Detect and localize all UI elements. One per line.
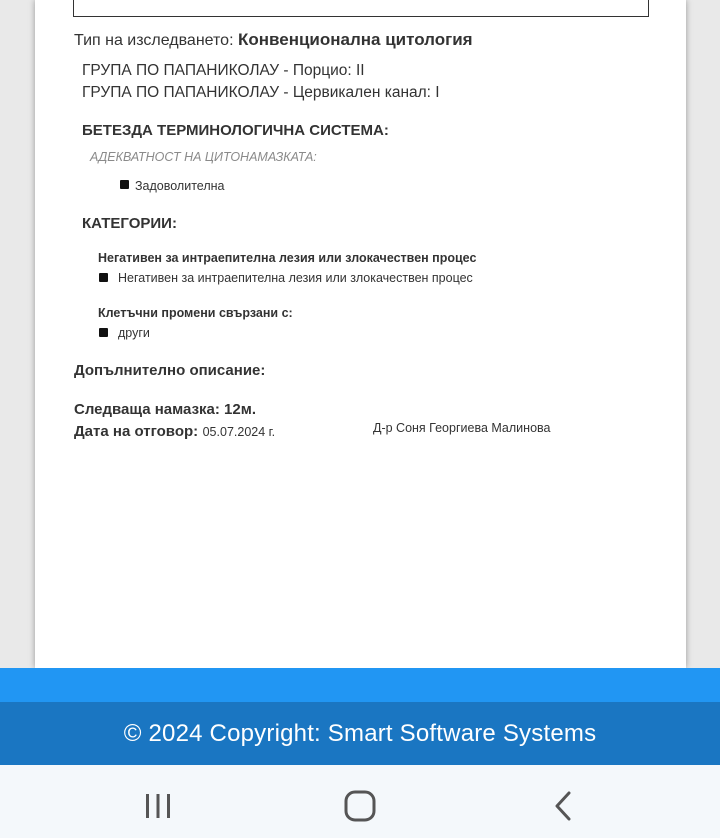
system-navigation-bar — [0, 765, 720, 838]
home-button[interactable] — [315, 765, 405, 838]
bullet-square-icon — [99, 328, 108, 337]
recent-apps-icon — [143, 792, 173, 820]
adequacy-value: Задоволителна — [135, 179, 225, 193]
next-smear: Следваща намазка: 12м. — [74, 401, 256, 418]
pap-group-portio: ГРУПА ПО ПАПАНИКОЛАУ - Порцио: II — [82, 62, 365, 79]
categories-title: КАТЕГОРИИ: — [82, 215, 177, 232]
category1-item: Негативен за интраепителна лезия или злокачествен процес — [118, 271, 473, 285]
exam-type-row — [74, 30, 473, 50]
doctor-name: Д-р Соня Георгиева Малинова — [373, 421, 551, 435]
footer-top-band — [0, 668, 720, 702]
additional-description-label: Допълнително описание: — [74, 362, 266, 379]
pap-group-cervical: ГРУПА ПО ПАПАНИКОЛАУ - Цервикален канал: I — [82, 84, 440, 101]
category2-title: Клетъчни промени свързани с: — [98, 306, 293, 320]
home-icon — [343, 789, 377, 823]
back-icon — [551, 790, 575, 822]
adequacy-label: АДЕКВАТНОСТ НА ЦИТОНАМАЗКАТА: — [90, 150, 317, 164]
previous-section-box — [73, 0, 649, 17]
copyright-text: © 2024 Copyright: Smart Software Systems — [123, 719, 597, 747]
back-button[interactable] — [517, 765, 607, 838]
answer-date-label: Дата на отговор: — [74, 423, 199, 440]
category1-title: Негативен за интраепителна лезия или злокачествен процес — [98, 251, 477, 265]
exam-type-value: Конвенционална цитология — [237, 30, 473, 49]
answer-date-value: 05.07.2024 г. — [202, 425, 276, 439]
footer — [0, 702, 720, 765]
bethesda-title: БЕТЕЗДА ТЕРМИНОЛОГИЧНА СИСТЕМА: — [82, 122, 389, 139]
report-page — [35, 0, 686, 668]
exam-type-label: Тип на изследването: — [74, 32, 234, 49]
bullet-square-icon — [120, 180, 129, 189]
bullet-square-icon — [99, 273, 108, 282]
answer-date-row — [74, 423, 275, 441]
recent-apps-button[interactable] — [113, 765, 203, 838]
category2-item: други — [118, 326, 150, 340]
